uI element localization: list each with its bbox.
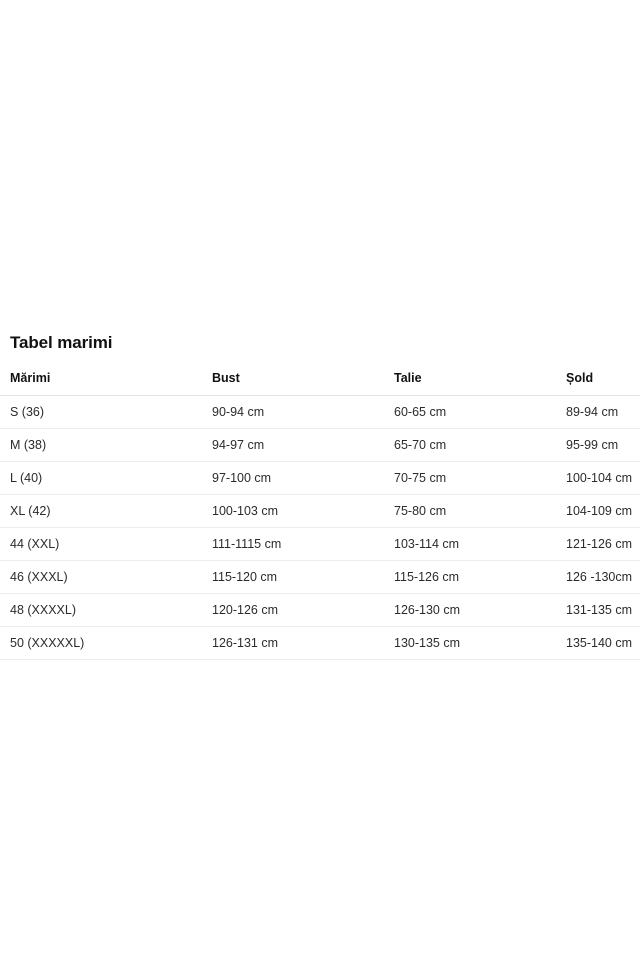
cell-bust: 94-97 cm <box>202 429 384 462</box>
cell-hip: 95-99 cm <box>556 429 640 462</box>
table-head <box>0 371 640 396</box>
cell-size: S (36) <box>0 396 202 429</box>
cell-waist: 126-130 cm <box>384 594 556 627</box>
cell-waist: 103-114 cm <box>384 528 556 561</box>
cell-size: M (38) <box>0 429 202 462</box>
cell-waist: 60-65 cm <box>384 396 556 429</box>
column-header-talie: Talie <box>384 371 556 396</box>
cell-size: XL (42) <box>0 495 202 528</box>
cell-hip: 131-135 cm <box>556 594 640 627</box>
cell-bust: 90-94 cm <box>202 396 384 429</box>
cell-size: L (40) <box>0 462 202 495</box>
column-header-marimi: Mărimi <box>0 371 202 396</box>
cell-hip: 89-94 cm <box>556 396 640 429</box>
table-row <box>0 627 640 660</box>
cell-bust: 126-131 cm <box>202 627 384 660</box>
table-header-row <box>0 371 640 396</box>
cell-size: 44 (XXL) <box>0 528 202 561</box>
cell-bust: 97-100 cm <box>202 462 384 495</box>
table-row <box>0 561 640 594</box>
table-row <box>0 495 640 528</box>
cell-waist: 130-135 cm <box>384 627 556 660</box>
column-header-bust: Bust <box>202 371 384 396</box>
cell-bust: 100-103 cm <box>202 495 384 528</box>
size-chart-section <box>0 332 640 660</box>
table-row <box>0 429 640 462</box>
cell-size: 48 (XXXXL) <box>0 594 202 627</box>
cell-bust: 111-1115 cm <box>202 528 384 561</box>
table-body <box>0 396 640 660</box>
table-row <box>0 462 640 495</box>
cell-bust: 120-126 cm <box>202 594 384 627</box>
cell-size: 46 (XXXL) <box>0 561 202 594</box>
cell-hip: 135-140 cm <box>556 627 640 660</box>
cell-hip: 104-109 cm <box>556 495 640 528</box>
cell-size: 50 (XXXXXL) <box>0 627 202 660</box>
table-row <box>0 396 640 429</box>
cell-waist: 65-70 cm <box>384 429 556 462</box>
cell-waist: 70-75 cm <box>384 462 556 495</box>
column-header-sold: Șold <box>556 371 640 396</box>
cell-hip: 121-126 cm <box>556 528 640 561</box>
size-table-container <box>0 371 640 660</box>
cell-hip: 100-104 cm <box>556 462 640 495</box>
table-row <box>0 594 640 627</box>
cell-bust: 115-120 cm <box>202 561 384 594</box>
cell-waist: 115-126 cm <box>384 561 556 594</box>
size-table <box>0 371 640 660</box>
table-row <box>0 528 640 561</box>
cell-waist: 75-80 cm <box>384 495 556 528</box>
cell-hip: 126 -130cm <box>556 561 640 594</box>
page-title: Tabel marimi <box>10 333 113 352</box>
